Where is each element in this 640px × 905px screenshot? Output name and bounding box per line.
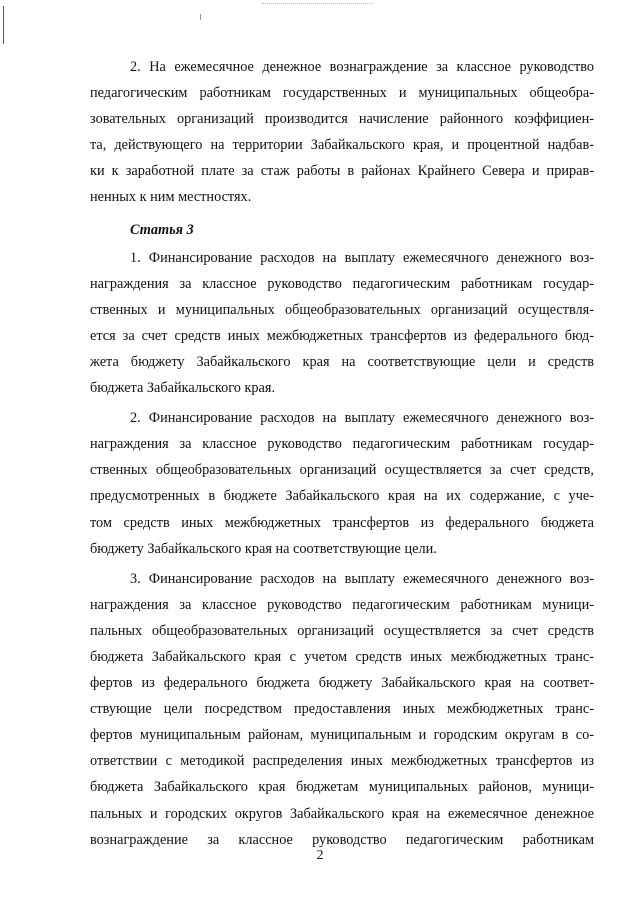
text-line: 1. Финансирование расходов на выплату ежемесячного денежного воз- <box>130 249 594 266</box>
text-line: ответствии с методикой распределения иных межбюджетных трансфертов из <box>90 753 594 770</box>
text-line: предусмотренных в бюджете Забайкальского края на их содержание, с уче- <box>90 488 594 505</box>
text-line: жета бюджету Забайкальского края на соответствующие цели и средств <box>90 353 594 370</box>
paragraph-3 <box>90 405 594 562</box>
text-line: фертов из федерального бюджета бюджету Забайкальского края на соответ- <box>90 675 594 692</box>
text-line: 2. Финансирование расходов на выплату ежемесячного денежного воз- <box>130 410 594 427</box>
text-line: пальных общеобразовательных организаций осуществляется за счет средств <box>90 622 594 639</box>
text-line: 2. На ежемесячное денежное вознаграждение за классное руководство <box>130 59 594 75</box>
text-line: ственных общеобразовательных организаций осуществляется за счет средств, <box>90 462 594 479</box>
paragraph-2 <box>90 245 594 402</box>
document-body <box>90 54 594 853</box>
text-line: фертов муниципальным районам, муниципальным и городским округам в со- <box>90 727 594 744</box>
article-heading: Статья 3 <box>130 221 194 238</box>
text-line: ется за счет средств иных межбюджетных трансфертов из федерального бюд- <box>90 327 594 344</box>
text-line: бюджету Забайкальского края на соответствующие цели. <box>90 540 437 557</box>
text-line: ненных к ним местностях. <box>90 189 252 206</box>
text-line: пальных и городских округов Забайкальского края на ежемесячное денежное <box>90 805 594 822</box>
text-line: педагогическим работникам государственных и муниципальных общеобра- <box>90 85 594 102</box>
scan-edge-mark <box>3 6 4 44</box>
text-line: награждения за классное руководство педагогическим работникам государ- <box>90 275 594 292</box>
text-line: награждения за классное руководство педагогическим работникам государ- <box>90 436 594 453</box>
text-line: ки к заработной плате за стаж работы в районах Крайнего Севера и прирав- <box>90 163 594 180</box>
text-line: бюджета Забайкальского края бюджетам муниципальных районов, муници- <box>90 779 594 796</box>
text-line: бюджета Забайкальского края. <box>90 380 276 397</box>
page-number: 2 <box>316 848 324 863</box>
text-line: ствующие цели посредством предоставления иных межбюджетных транс- <box>90 701 594 718</box>
text-line: бюджета Забайкальского края с учетом средств иных межбюджетных транс- <box>90 648 594 665</box>
text-line: та, действующего на территории Забайкальского края, и процентной надбав- <box>90 137 594 154</box>
text-line: вознаграждение за классное руководство педагогическим работникам <box>90 831 594 848</box>
scan-tick-mark <box>200 14 201 20</box>
text-line: награждения за классное руководство педагогическим работникам муници- <box>90 596 594 613</box>
text-line: том средств иных межбюджетных трансфертов из федерального бюджета <box>90 514 594 531</box>
text-line: ственных и муниципальных общеобразовательных организаций осуществля- <box>90 301 594 318</box>
text-line: 3. Финансирование расходов на выплату ежемесячного денежного воз- <box>130 570 594 587</box>
scan-top-mark <box>262 3 372 5</box>
paragraph-1 <box>90 54 594 211</box>
text-line: зовательных организаций производится начисление районного коэффициен- <box>90 111 594 128</box>
paragraph-4 <box>90 566 594 853</box>
